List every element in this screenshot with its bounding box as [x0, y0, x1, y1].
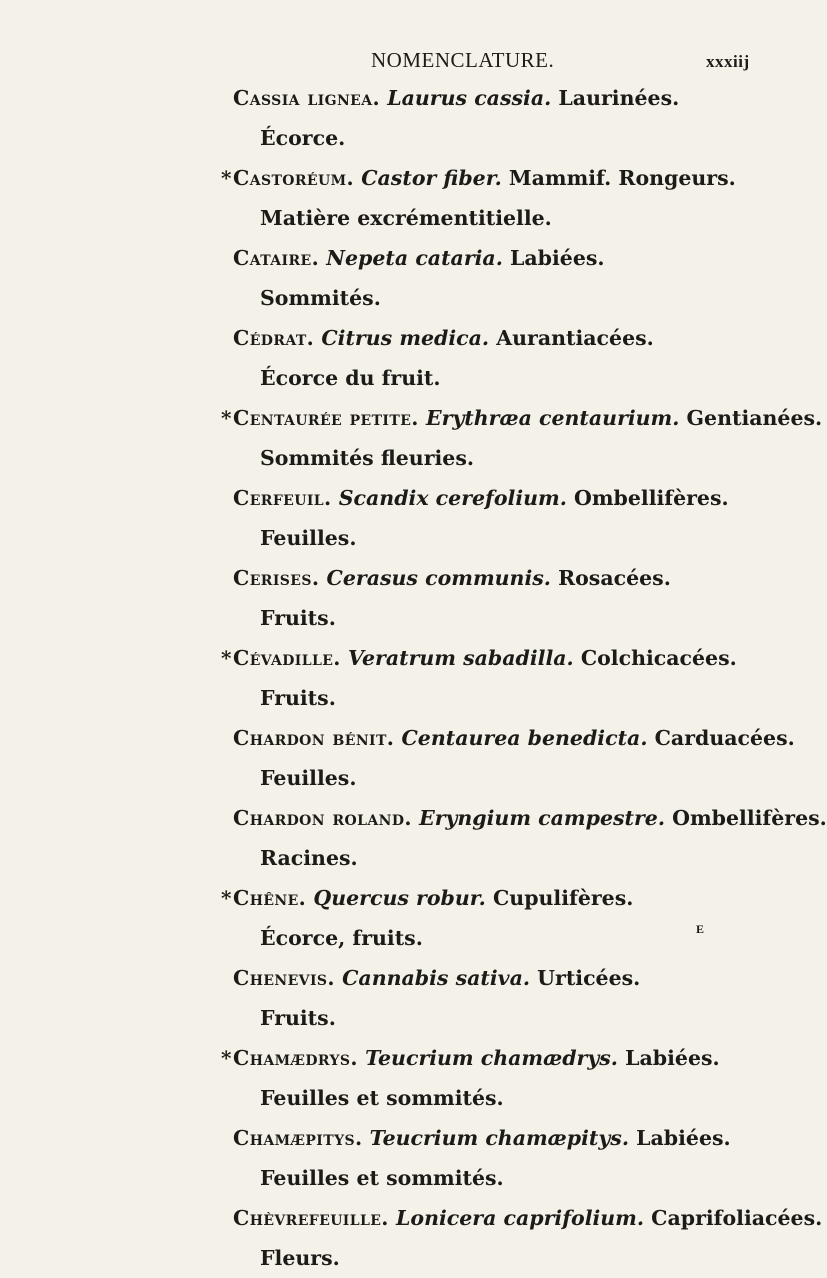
- entry-common-name: Castoréum.: [233, 166, 355, 190]
- signature-mark: E: [696, 922, 705, 936]
- entry-family: Aurantiacées.: [496, 326, 654, 350]
- entry-family: Labiées.: [509, 246, 605, 270]
- entry-heading-line: [233, 958, 793, 998]
- entry-part-used: Sommités fleuries.: [260, 446, 474, 470]
- nomenclature-entry: [233, 238, 793, 318]
- entry-part-used: Racines.: [260, 846, 358, 870]
- entry-heading-line: [233, 1198, 823, 1238]
- entry-common-name: Chardon roland.: [233, 806, 412, 830]
- entry-family: Gentianées.: [686, 406, 823, 430]
- nomenclature-list: [221, 78, 827, 1278]
- page-number: xxxiij: [706, 52, 750, 71]
- nomenclature-entry: [233, 1198, 823, 1278]
- entry-family: Rosacées.: [558, 566, 671, 590]
- entry-heading-line: *Chamædrys. Teucrium chamædrys. Labiées.: [221, 1046, 720, 1070]
- entry-heading-line: [233, 1118, 793, 1158]
- entry-family: Carduacées.: [654, 726, 795, 750]
- nomenclature-entry: [221, 878, 793, 958]
- entry-part-used: Feuilles et sommités.: [260, 1086, 504, 1110]
- entry-latin-name: Nepeta cataria.: [326, 246, 503, 270]
- entry-latin-name: Scandix cerefolium.: [338, 486, 567, 510]
- entry-latin-name: Citrus medica.: [321, 326, 490, 350]
- nomenclature-entry: [221, 398, 823, 478]
- entry-heading-line: *Centaurée petite. Erythræa centaurium. Gentianées.: [221, 406, 823, 430]
- nomenclature-entry: [221, 1038, 793, 1118]
- entry-part-used: Feuilles et sommités.: [260, 1166, 504, 1190]
- entry-heading-line: [233, 798, 827, 838]
- entry-part-used: Fleurs.: [260, 1246, 340, 1270]
- entry-latin-name: Teucrium chamæpitys.: [369, 1126, 629, 1150]
- entry-family: Cupulifères.: [492, 886, 634, 910]
- entry-common-name: Chardon bénit.: [233, 726, 395, 750]
- nomenclature-entry: [221, 638, 793, 718]
- entry-latin-name: Eryngium campestre.: [419, 806, 665, 830]
- entry-part-used: Feuilles.: [260, 766, 357, 790]
- entry-latin-name: Castor fiber.: [361, 166, 502, 190]
- entry-family: Urticées.: [537, 966, 641, 990]
- entry-family: Laurinées.: [558, 86, 680, 110]
- entry-common-name: Chèvrefeuille.: [233, 1206, 389, 1230]
- entry-latin-name: Centaurea benedicta.: [401, 726, 648, 750]
- entry-latin-name: Cerasus communis.: [326, 566, 551, 590]
- entry-common-name: Cerises.: [233, 566, 320, 590]
- entry-part-used: Écorce.: [260, 126, 346, 150]
- entry-heading-line: *Castoréum. Castor fiber. Mammif. Rongeurs.: [221, 166, 736, 190]
- entry-heading-line: [233, 318, 793, 358]
- nomenclature-entry: [233, 1118, 793, 1198]
- entry-family: Labiées.: [625, 1046, 720, 1070]
- entry-latin-name: Erythræa centaurium.: [425, 406, 680, 430]
- entry-common-name: Cévadille.: [233, 646, 341, 670]
- nomenclature-entry: [233, 718, 793, 798]
- running-title: NOMENCLATURE.: [371, 48, 555, 72]
- nomenclature-entry: [221, 158, 793, 238]
- entry-family: Colchicacées.: [580, 646, 737, 670]
- entry-common-name: Chêne.: [233, 886, 307, 910]
- entry-common-name: Chenevis.: [233, 966, 335, 990]
- entry-latin-name: Laurus cassia.: [387, 86, 552, 110]
- entry-part-used: Matière excrémentitielle.: [260, 206, 552, 230]
- nomenclature-entry: [233, 478, 793, 558]
- entry-common-name: Cerfeuil.: [233, 486, 332, 510]
- entry-latin-name: Quercus robur.: [313, 886, 486, 910]
- entry-part-used: Écorce, fruits.: [260, 926, 423, 950]
- entry-common-name: Cassia lignea.: [233, 86, 381, 110]
- entry-heading-line: *Cévadille. Veratrum sabadilla. Colchicacées.: [221, 646, 737, 670]
- entry-common-name: Centaurée petite.: [233, 406, 419, 430]
- nomenclature-entry: [233, 78, 793, 158]
- running-head: [0, 48, 801, 76]
- nomenclature-entry: [233, 958, 793, 1038]
- entry-common-name: Chamæpitys.: [233, 1126, 363, 1150]
- entry-part-used: Fruits.: [260, 686, 336, 710]
- entry-family: Ombellifères.: [672, 806, 827, 830]
- entry-family: Mammif. Rongeurs.: [508, 166, 736, 190]
- entry-part-used: Feuilles.: [260, 526, 357, 550]
- entry-part-used: Fruits.: [260, 1006, 336, 1030]
- entry-family: Caprifoliacées.: [651, 1206, 823, 1230]
- entry-latin-name: Veratrum sabadilla.: [347, 646, 574, 670]
- entry-family: Labiées.: [636, 1126, 731, 1150]
- nomenclature-entry: [233, 318, 793, 398]
- entry-heading-line: [233, 478, 793, 518]
- entry-common-name: Cédrat.: [233, 326, 315, 350]
- entry-family: Ombellifères.: [573, 486, 729, 510]
- nomenclature-entry: [233, 558, 793, 638]
- entry-part-used: Fruits.: [260, 606, 336, 630]
- entry-heading-line: [233, 718, 793, 758]
- entry-latin-name: Lonicera caprifolium.: [396, 1206, 645, 1230]
- entry-heading-line: [233, 558, 793, 598]
- entry-heading-line: [233, 238, 793, 278]
- nomenclature-entry: [233, 798, 827, 878]
- entry-common-name: Chamædrys.: [233, 1046, 358, 1070]
- entry-part-used: Sommités.: [260, 286, 381, 310]
- entry-latin-name: Teucrium chamædrys.: [365, 1046, 618, 1070]
- entry-latin-name: Cannabis sativa.: [342, 966, 530, 990]
- entry-common-name: Cataire.: [233, 246, 320, 270]
- entry-heading-line: *Chêne. Quercus robur. Cupulifères.: [221, 886, 634, 910]
- entry-heading-line: [233, 78, 793, 118]
- entry-part-used: Écorce du fruit.: [260, 366, 441, 390]
